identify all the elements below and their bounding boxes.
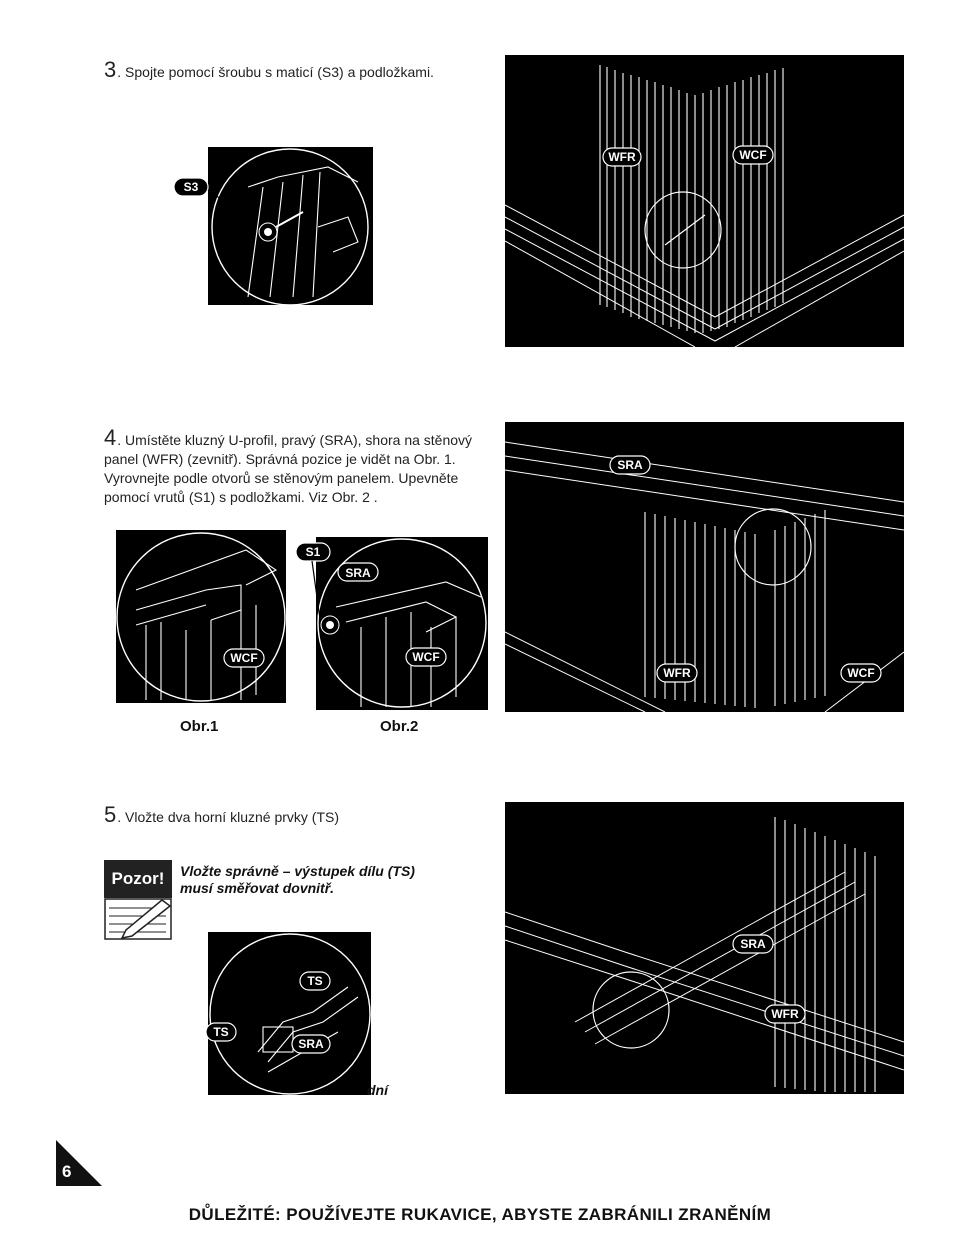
step5-partial-label: dní: [367, 1082, 388, 1098]
label-wfr: WFR: [663, 666, 691, 680]
label-s3: S3: [183, 180, 199, 194]
label-sra: SRA: [298, 1037, 324, 1051]
step5-text: . Vložte dva horní kluzné prvky (TS): [117, 809, 340, 825]
step4-line1: . Umístěte kluzný U-profil, pravý (SRA), shora na stěnový: [117, 432, 473, 448]
step4-line2: panel (WFR) (zevnitř). Správná pozice je vidět na Obr. 1.: [104, 451, 456, 467]
step3-text: . Spojte pomocí šroubu s maticí (S3) a podložkami.: [117, 64, 434, 80]
safety-footer: DŮLEŽITÉ: POUŽÍVEJTE RUKAVICE, ABYSTE ZABRÁNILI ZRANĚNÍM: [188, 1205, 772, 1224]
step3-instruction: [104, 57, 434, 82]
step4-line4: pomocí vrutů (S1) s podložkami. Viz Obr. 2 .: [104, 489, 378, 505]
step4-line3: Vyrovnejte podle otvorů se stěnovým panelem. Upevněte: [104, 470, 459, 486]
step4-label-s1-callout: [290, 541, 336, 621]
warning-line1: Vložte správně – výstupek dílu (TS): [180, 863, 415, 879]
step5-number: 5: [104, 802, 117, 827]
step4-number: 4: [104, 425, 117, 450]
notepad-pencil-icon: [104, 898, 172, 940]
step5-instruction: [104, 802, 340, 827]
label-wcf: WCF: [230, 651, 258, 665]
figure2-caption: Obr.2: [380, 718, 419, 735]
step3-number: 3: [104, 57, 117, 82]
step3-label-s3-callout: [170, 176, 230, 206]
label-wcf: WCF: [412, 650, 440, 664]
step3-main-illustration: [505, 55, 904, 347]
step4-figure1-inset: [116, 530, 286, 703]
label-wfr: WFR: [608, 150, 636, 164]
label-sra: SRA: [617, 458, 643, 472]
step5-detail-inset: [208, 932, 371, 1095]
step5-main-illustration: [505, 802, 904, 1094]
label-wcf: WCF: [739, 148, 767, 162]
label-sra: SRA: [345, 566, 371, 580]
page-number: 6: [62, 1162, 72, 1181]
warning-badge-label: Pozor!: [104, 860, 172, 898]
warning-text: [180, 863, 415, 897]
step4-instruction: [104, 425, 499, 507]
step4-main-illustration: [505, 422, 904, 712]
label-wcf: WCF: [847, 666, 875, 680]
label-ts: TS: [213, 1025, 229, 1039]
label-wfr: WFR: [771, 1007, 799, 1021]
page-number-badge: [56, 1140, 102, 1186]
step4-figure2-inset: [316, 537, 488, 710]
label-ts: TS: [307, 974, 323, 988]
warning-line2: musí směřovat dovnitř.: [180, 880, 335, 896]
label-s1: S1: [305, 545, 321, 559]
step5-label-ts-callout: [204, 1021, 244, 1043]
figure1-caption: Obr.1: [180, 718, 219, 735]
warning-badge: [104, 860, 172, 940]
label-sra: SRA: [740, 937, 766, 951]
step3-detail-inset: [208, 147, 373, 305]
